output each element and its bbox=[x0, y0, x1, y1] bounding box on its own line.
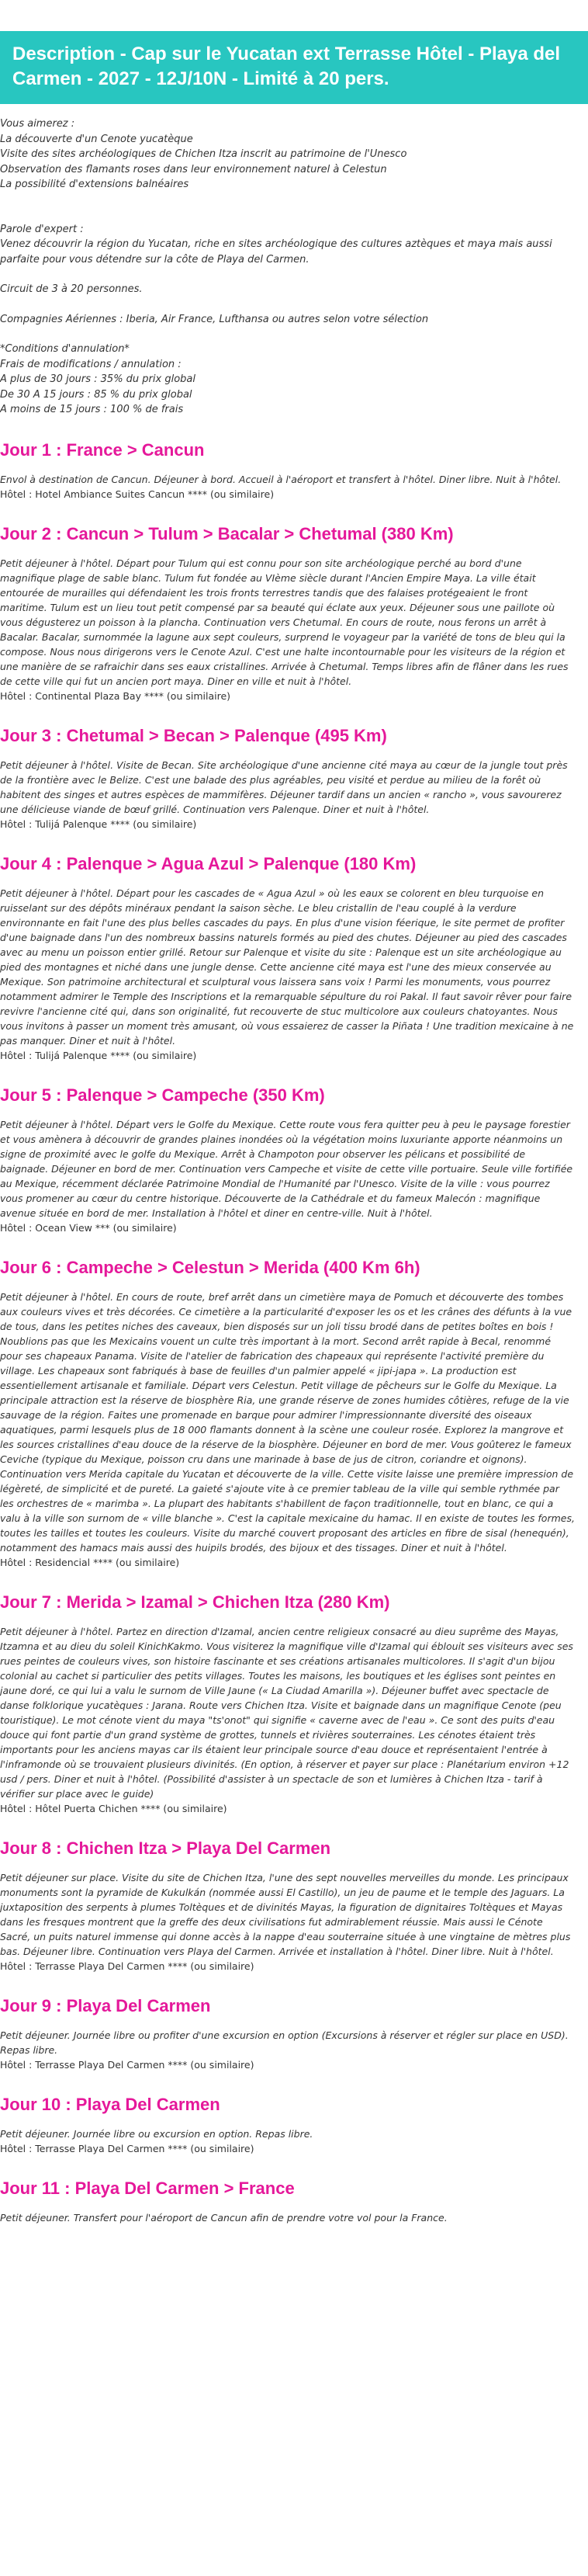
conditions-line: De 30 A 15 jours : 85 % du prix global bbox=[0, 388, 192, 401]
day-hotel: Hôtel : Hôtel Puerta Chichen **** (ou similaire) bbox=[0, 1802, 227, 1814]
expert-text: Venez découvrir la région du Yucatan, riche en sites archéologique des cultures aztèques et maya mais aussi parfaite pour vous détendre sur la côte de Playa del Carmen. bbox=[0, 238, 552, 266]
day-title: Jour 1 : France > Cancun bbox=[0, 439, 205, 460]
itinerary bbox=[0, 439, 576, 2225]
intro-section bbox=[0, 116, 576, 418]
spacer bbox=[0, 267, 576, 282]
intro-line: La possibilité d'extensions balnéaires bbox=[0, 179, 189, 190]
expert-label: Parole d'expert : bbox=[0, 223, 84, 235]
day-section bbox=[0, 725, 576, 831]
spacer bbox=[0, 193, 576, 207]
day-description: Petit déjeuner à l'hôtel. Visite de Becan. Site archéologique d'une ancienne cité maya au cœur de la jungle tout près de la frontière avec le Belize. C'est une balade des plus agréables, peu visité et perdue au milieu de la forêt où habitent des singes et autres espèces de mammifères. Déjeuner tardif dans un ancien « rancho », vous savourerez une délicieuse viande de bœuf grillé. Continuation vers Palenque. Diner et nuit à l'hôtel. bbox=[0, 759, 568, 815]
day-description: Petit déjeuner. Transfert pour l'aéroport de Cancun afin de prendre votre vol pour la France. bbox=[0, 2211, 448, 2224]
day-description: Petit déjeuner à l'hôtel. Départ vers le Golfe du Mexique. Cette route vous fera quitter peu à peu le paysage forestier et vous amènera à découvrir de grandes plaines inondées où la végétation moins luxuriante apporte néanmoins un signe de proximité avec le golfe du Mexique. Arrêt à Champoton pour observer les pélicans et possibilité de baignade. Déjeuner en bord de mer. Continuation vers Campeche et visite de cette ville portuaire. Seule ville fortifiée au Mexique, récemment déclarée Patrimoine Mondial de l'Humanité par l'Unesco. Visite de la ville : vous pourrez vous promener au cœur du centre historique. Découverte de la Cathédrale et du fameux Malecón : magnifique avenue située en bord de mer. Installation à l'hôtel et diner en centre-ville. Nuit à l'hôtel. bbox=[0, 1118, 573, 1219]
day-hotel: Hôtel : Tulijá Palenque **** (ou similaire) bbox=[0, 1049, 197, 1061]
day-description: Envol à destination de Cancun. Déjeuner à bord. Accueil à l'aéroport et transfert à l'hôtel. Diner libre. Nuit à l'hôtel. bbox=[0, 473, 562, 485]
airlines-text: Compagnies Aériennes : Iberia, Air France, Lufthansa ou autres selon votre sélection bbox=[0, 313, 429, 325]
day-title: Jour 4 : Palenque > Agua Azul > Palenque (180 Km) bbox=[0, 853, 417, 873]
conditions-line: A plus de 30 jours : 35% du prix global bbox=[0, 373, 195, 385]
day-description: Petit déjeuner à l'hôtel. Départ pour les cascades de « Agua Azul » où les eaux se colorent en bleu turquoise en ruisselant sur des dépôts minéraux pendant la saison sèche. Le bleu cristallin de l'eau couplé à la verdure environnante en fait l'une des plus belles cascades du pays. En plus d'une vision féerique, le site permet de profiter d'une baignade dans l'un des nombreux bassins naturels formés au pied des chutes. Déjeuner au pied des cascades avec au menu un poisson entier grillé. Retour sur Palenque et visite du site : Palenque est un site archéologique au pied des montagnes et niché dans une jungle dense. Cette ancienne cité maya est l'une des mieux conservée au Mexique. Son patrimoine architectural et sculptural vous laissera sans voix ! Parmi les monuments, vous pourrez notamment admirer le Temple des Inscriptions et la remarquable sépulture du roi Pakal. Il faut savoir rêver pour faire revivre l'ancienne cité qui, dans son originalité, fut recouverte de stuc multicolore aux couleurs chatoyantes. Nous vous invitons à passer un moment très amusant, où vous essaierez de casser la Piñata ! Une tradition mexicaine à ne pas manquer. Diner et nuit à l'hôtel. bbox=[0, 887, 574, 1047]
conditions-line: A moins de 15 jours : 100 % de frais bbox=[0, 404, 184, 415]
day-title: Jour 8 : Chichen Itza > Playa Del Carmen bbox=[0, 1838, 331, 1858]
day-section bbox=[0, 1085, 576, 1235]
intro-line: Observation des flamants roses dans leur environnement naturel à Celestun bbox=[0, 163, 387, 175]
day-description: Petit déjeuner. Journée libre ou profiter d'une excursion en option (Excursions à réserver et régler sur place en USD). Repas libre. bbox=[0, 2029, 569, 2056]
day-hotel: Hôtel : Terrasse Playa Del Carmen **** (ou similaire) bbox=[0, 2058, 254, 2071]
spacer bbox=[0, 207, 576, 222]
page bbox=[0, 31, 588, 2256]
day-description: Petit déjeuner sur place. Visite du site de Chichen Itza, l'une des sept nouvelles merveilles du monde. Les principaux monuments sont la pyramide de Kukulkán (nommée aussi El Castillo), un jeu de paume et le temple des Jaguars. La juxtaposition des serpents à plumes Toltèques et de divinités Mayas, la figuration de dignitaires Toltèques et Mayas dans les fresques montrent que la greffe des deux civilisations fut admirablement réussie. Mais aussi le Cénote Sacré, un puits naturel immense qui donne accès à la nappe d'eau souterraine située à une vingtaine de mètres plus bas. Déjeuner libre. Continuation vers Playa del Carmen. Arrivée et installation à l'hôtel. Diner libre. Nuit à l'hôtel. bbox=[0, 1871, 571, 1957]
day-description: Petit déjeuner. Journée libre ou excursion en option. Repas libre. bbox=[0, 2127, 313, 2140]
day-section bbox=[0, 2178, 576, 2225]
day-title: Jour 7 : Merida > Izamal > Chichen Itza (280 Km) bbox=[0, 1592, 390, 1612]
conditions-line: Frais de modifications / annulation : bbox=[0, 358, 182, 370]
day-hotel: Hôtel : Ocean View *** (ou similaire) bbox=[0, 1221, 177, 1234]
day-title: Jour 2 : Cancun > Tulum > Bacalar > Chetumal (380 Km) bbox=[0, 523, 454, 543]
day-section bbox=[0, 853, 576, 1063]
title-banner bbox=[0, 31, 588, 104]
intro-line: Visite des sites archéologiques de Chichen Itza inscrit au patrimoine de l'Unesco bbox=[0, 148, 407, 160]
day-description: Petit déjeuner à l'hôtel. En cours de route, bref arrêt dans un cimetière maya de Pomuch et découverte des tombes aux couleurs vives et très décorées. Ce cimetière a la particularité d'exposer les os et les crânes des défunts à la vue de tous, dans les petites niches des caveaux, bien disposés sur un joli tissu brodé dans de petites boîtes en bois ! Noublions pas que les Mexicains vouent un culte très important à la mort. Second arrêt rapide à Becal, renommé pour ses chapeaux Panama. Visite de l'atelier de fabrication des chapeaux qui représente l'activité première du village. Les chapeaux sont fabriqués à base de feuilles d'un palmier appelé « jipi-japa ». La production est essentiellement artisanale et familiale. Départ vers Celestun. Petit village de pêcheurs sur le Golfe du Mexique. La principale attraction est la réserve de biosphère Ria, une grande réserve de zones humides côtières, refuge de la vie sauvage de la région. Faites une promenade en barque pour admirer l'impressionnante diversité des oiseaux aquatiques, parmi lesquels plus de 18 000 flamants donnent à la scène une couleur rosée. Explorez la mangrove et les sources cristallines d'eau douce de la réserve de la biosphère. Déjeuner en bord de mer. Vous goûterez le fameux Ceviche (typique du Mexique, poisson cru dans une marinade à base de jus de citron, coriandre et oignons). Continuation vers Merida capitale du Yucatan et découverte de la ville. Cette visite laisse une première impression de légèreté, de simplicité et de pureté. La gaieté s'ajoute vite à ce premier tableau de la ville qui semble rythmée par les orchestres de « marimba ». La plupart des habitants s'habillent de façon traditionnelle, tout en blanc, ce qui a valu à la ville son surnom de « ville blanche ». C'est la capitale mexicaine du hamac. Il en existe de toutes les formes, toutes les tailles et toutes les couleurs. Visite du marché couvert proposant des articles en fibre de sisal (henequén), notamment des hamacs mais aussi des huipils brodés, des bijoux et des tissages. Diner et nuit à l'hôtel. bbox=[0, 1290, 575, 1554]
intro-line: Vous aimerez : bbox=[0, 118, 75, 130]
day-title: Jour 11 : Playa Del Carmen > France bbox=[0, 2178, 295, 2198]
spacer bbox=[0, 327, 576, 342]
day-title: Jour 3 : Chetumal > Becan > Palenque (495 Km) bbox=[0, 725, 387, 745]
day-hotel: Hôtel : Continental Plaza Bay **** (ou similaire) bbox=[0, 689, 231, 702]
day-section bbox=[0, 1592, 576, 1816]
day-description: Petit déjeuner à l'hôtel. Partez en direction d'Izamal, ancien centre religieux consacré au dieu suprême des Mayas, Itzamna et au dieu du soleil KinichKakmo. Vous visiterez la magnifique ville d'Izamal qui éblouit ses visiteurs avec ses rues peintes de couleurs vives, son histoire fascinante et ses créations artisanales multicolores. Il s'agit d'un bijou colonial au cachet si particulier des petits villages. Toutes les maisons, les boutiques et les églises sont peintes en jaune doré, ce qui lui a valu le surnom de Ville Jaune (« La Ciudad Amarilla »). Déjeuner buffet avec spectacle de danse folklorique yucatèques : Jarana. Route vers Chichen Itza. Visite et baignade dans un magnifique Cenote (peu touristique). Le mot cénote vient du maya "ts'onot" qui signifie « caverne avec de l'eau ». Ce sont des puits d'eau douce qui font partie d'un grand système de grottes, tunnels et rivières souterraines. Les cénotes étaient très importants pour les anciens mayas car ils étaient leur principale source d'eau douce et représentaient l'entrée à l'inframonde où se trouvaient plusieurs divinités. (En option, à réserver et payer sur place : Planétarium environ +12 usd / pers. Diner et nuit à l'hôtel. (Possibilité d'assister à un spectacle de son et lumières à Chichen Itza - tarif à vérifier sur place avec le guide) bbox=[0, 1625, 573, 1800]
day-section bbox=[0, 2094, 576, 2156]
day-hotel: Hôtel : Tulijá Palenque **** (ou similaire) bbox=[0, 818, 197, 830]
day-section bbox=[0, 1257, 576, 1570]
main-content bbox=[0, 116, 588, 2225]
intro-line: La découverte d'un Cenote yucatèque bbox=[0, 133, 193, 145]
day-section bbox=[0, 1838, 576, 1974]
conditions-line: *Conditions d'annulation* bbox=[0, 343, 130, 355]
day-title: Jour 9 : Playa Del Carmen bbox=[0, 1995, 211, 2015]
day-hotel: Hôtel : Terrasse Playa Del Carmen **** (ou similaire) bbox=[0, 1960, 254, 1972]
day-hotel: Hôtel : Terrasse Playa Del Carmen **** (ou similaire) bbox=[0, 2142, 254, 2154]
day-section bbox=[0, 523, 576, 703]
day-title: Jour 10 : Playa Del Carmen bbox=[0, 2094, 220, 2114]
day-section bbox=[0, 1995, 576, 2072]
day-description: Petit déjeuner à l'hôtel. Départ pour Tulum qui est connu pour son site archéologique perché au bord d'une magnifique plage de sable blanc. Tulum fut fondée au VIème siècle durant l'Ancien Empire Maya. La ville était entourée de murailles qui défendaient les trois fronts terrestres tandis que des falaises protégeaient le front maritime. Tulum est un lieu tout petit compensé par sa beauté qui éclate aux yeux. Déjeuner sous une paillote où vous dégusterez un poisson à la plancha. Continuation vers Chetumal. En cours de route, nous ferons un arrêt à Bacalar. Bacalar, surnommée la lagune aux sept couleurs, surprend le voyageur par la variété de tons de bleu qui la compose. Nous nous dirigerons vers le Cenote Azul. C'est une halte incontournable pour les visiteurs de la région et une manière de se rafraichir dans ses eaux cristallines. Arrivée à Chetumal. Temps libres afin de flâner dans les rues de cette ville qui fut un ancien port maya. Diner en ville et nuit à l'hôtel. bbox=[0, 557, 569, 687]
page-title: Description - Cap sur le Yucatan ext Terrasse Hôtel - Playa del Carmen - 2027 - 12J/10N - Limité à 20 pers. bbox=[12, 43, 561, 89]
day-hotel: Hôtel : Hotel Ambiance Suites Cancun **** (ou similaire) bbox=[0, 488, 275, 500]
day-title: Jour 5 : Palenque > Campeche (350 Km) bbox=[0, 1085, 325, 1105]
day-title: Jour 6 : Campeche > Celestun > Merida (400 Km 6h) bbox=[0, 1257, 420, 1277]
circuit-text: Circuit de 3 à 20 personnes. bbox=[0, 283, 143, 295]
day-section bbox=[0, 439, 576, 502]
day-hotel: Hôtel : Residencial **** (ou similaire) bbox=[0, 1556, 180, 1568]
spacer bbox=[0, 297, 576, 312]
